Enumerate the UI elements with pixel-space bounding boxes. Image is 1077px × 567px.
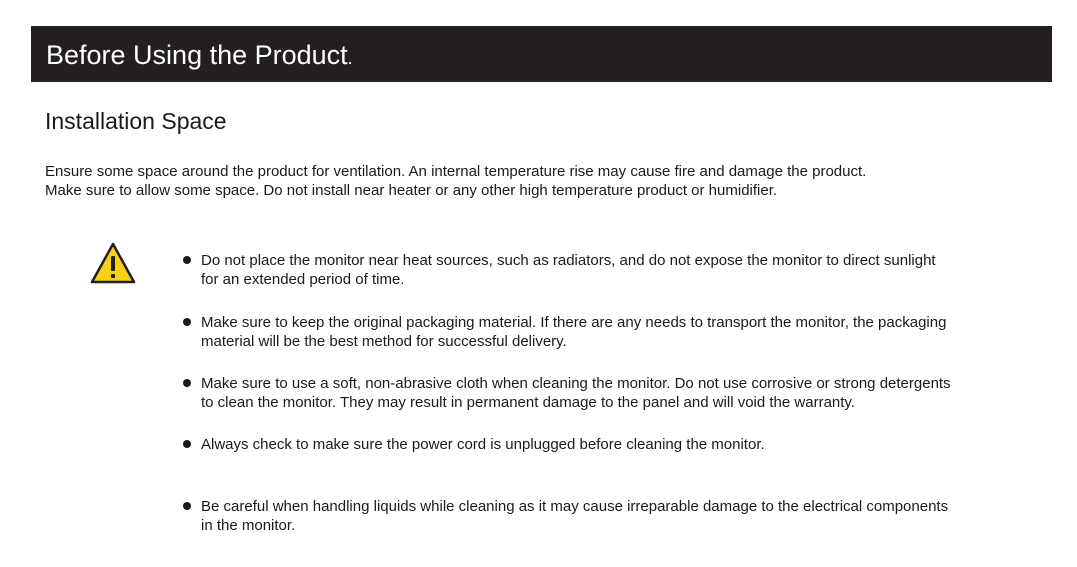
list-item-line: Be careful when handling liquids while cleaning as it may cause irreparable damage to the electrical components <box>201 498 949 515</box>
list-item-text <box>201 313 1021 351</box>
list-item-line: for an extended period of time. <box>201 271 405 288</box>
bullet-dot <box>183 379 191 387</box>
bullet-dot <box>183 318 191 326</box>
list-item-text <box>201 374 1021 412</box>
list-item-line: to clean the monitor. They may result in permanent damage to the panel and will void the warranty. <box>201 394 855 411</box>
bullet-dot <box>183 440 191 448</box>
header-bar <box>31 26 1052 82</box>
bullet-dot <box>183 502 191 510</box>
section-title: Installation Space <box>45 108 227 134</box>
bullet-dot <box>183 256 191 264</box>
list-item-text <box>201 251 1021 289</box>
list-item-line: material will be the best method for successful delivery. <box>201 333 567 350</box>
list-item-text <box>201 497 1021 535</box>
page-title <box>46 40 353 73</box>
intro-line-1: Ensure some space around the product for ventilation. An internal temperature rise may cause fire and damage the product. <box>45 163 867 180</box>
list-item-line: Always check to make sure the power cord is unplugged before cleaning the monitor. <box>201 436 765 453</box>
intro-line-2: Make sure to allow some space. Do not install near heater or any other high temperature product or humidifier. <box>45 182 778 199</box>
list-item-line: Do not place the monitor near heat sources, such as radiators, and do not expose the monitor to direct sunlight <box>201 252 936 269</box>
list-item-line: Make sure to use a soft, non-abrasive cloth when cleaning the monitor. Do not use corrosive or strong detergents <box>201 375 951 392</box>
page-title-period: . <box>347 48 353 68</box>
page-title-text: Before Using the Product <box>46 40 348 70</box>
list-item-line: Make sure to keep the original packaging material. If there are any needs to transport the monitor, the packaging <box>201 314 947 331</box>
intro-paragraph <box>45 162 866 200</box>
list-item-text <box>201 435 1021 454</box>
warning-triangle-icon <box>90 242 136 284</box>
list-item-line: in the monitor. <box>201 517 296 534</box>
